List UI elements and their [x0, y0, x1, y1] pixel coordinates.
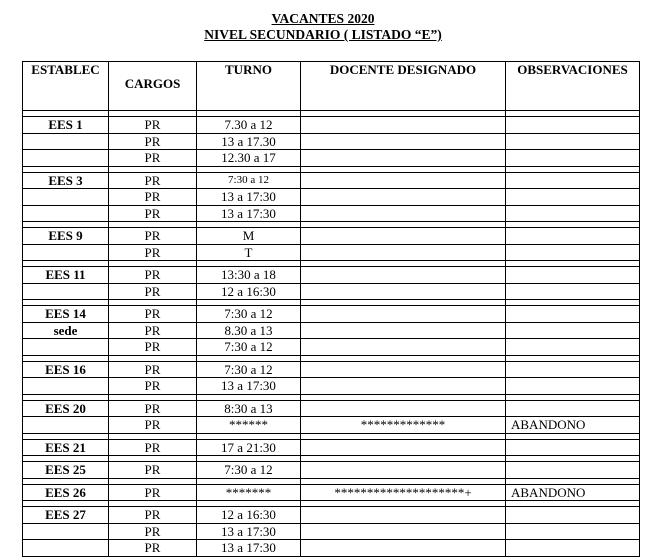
turno-cell: M — [197, 228, 301, 245]
observaciones-cell — [506, 306, 640, 323]
docente-cell — [301, 117, 506, 134]
cargo-cell: PR — [109, 322, 197, 339]
establecimiento-cell: EES 3 — [23, 172, 109, 189]
observaciones-cell — [506, 117, 640, 134]
cargo-cell: PR — [109, 117, 197, 134]
turno-cell: 13 a 17:30 — [197, 540, 301, 557]
cargo-cell: PR — [109, 267, 197, 284]
header-cargos: CARGOS — [109, 62, 197, 111]
establecimiento-cell — [23, 150, 109, 167]
establecimiento-cell: EES 25 — [23, 462, 109, 479]
establecimiento-cell — [23, 244, 109, 261]
cargo-cell: PR — [109, 400, 197, 417]
turno-cell: 7:30 a 12 — [197, 306, 301, 323]
turno-cell: 7:30 a 12 — [197, 361, 301, 378]
turno-cell: T — [197, 244, 301, 261]
establecimiento-cell: EES 14 — [23, 306, 109, 323]
turno-cell: 7.30 a 12 — [197, 117, 301, 134]
turno-cell: 7:30 a 12 — [197, 172, 301, 189]
turno-cell: 13 a 17.30 — [197, 133, 301, 150]
table-row — [23, 322, 640, 339]
establecimiento-cell — [23, 133, 109, 150]
cargo-cell: PR — [109, 172, 197, 189]
table-row — [23, 244, 640, 261]
turno-cell: 12 a 16:30 — [197, 283, 301, 300]
turno-cell: 8:30 a 13 — [197, 400, 301, 417]
establecimiento-cell: EES 1 — [23, 117, 109, 134]
observaciones-cell — [506, 322, 640, 339]
header-establec: ESTABLEC — [23, 62, 109, 111]
docente-cell — [301, 133, 506, 150]
docente-cell — [301, 244, 506, 261]
table-row — [23, 462, 640, 479]
observaciones-cell — [506, 228, 640, 245]
turno-cell: 13 a 17:30 — [197, 523, 301, 540]
table-row — [23, 484, 640, 501]
establecimiento-cell: EES 20 — [23, 400, 109, 417]
cargo-cell: PR — [109, 439, 197, 456]
table-row — [23, 189, 640, 206]
observaciones-cell — [506, 462, 640, 479]
table-row — [23, 417, 640, 434]
establecimiento-cell — [23, 378, 109, 395]
docente-cell — [301, 189, 506, 206]
cargo-cell: PR — [109, 462, 197, 479]
turno-cell: 12 a 16:30 — [197, 507, 301, 524]
observaciones-cell — [506, 267, 640, 284]
docente-cell — [301, 150, 506, 167]
turno-cell: 17 a 21:30 — [197, 439, 301, 456]
table-row — [23, 150, 640, 167]
establecimiento-cell — [23, 189, 109, 206]
header-turno: TURNO — [197, 62, 301, 111]
observaciones-cell — [506, 540, 640, 557]
header-observaciones: OBSERVACIONES — [506, 62, 640, 111]
observaciones-cell — [506, 205, 640, 222]
cargo-cell: PR — [109, 540, 197, 557]
observaciones-cell — [506, 133, 640, 150]
establecimiento-cell — [23, 283, 109, 300]
turno-cell: 13:30 a 18 — [197, 267, 301, 284]
table-row — [23, 172, 640, 189]
table-row — [23, 378, 640, 395]
turno-cell: 12.30 a 17 — [197, 150, 301, 167]
cargo-cell: PR — [109, 205, 197, 222]
table-row — [23, 439, 640, 456]
observaciones-cell — [506, 244, 640, 261]
observaciones-cell — [506, 283, 640, 300]
establecimiento-cell — [23, 417, 109, 434]
header-docente: DOCENTE DESIGNADO — [301, 62, 506, 111]
cargo-cell: PR — [109, 378, 197, 395]
table-row — [23, 117, 640, 134]
observaciones-cell — [506, 172, 640, 189]
table-row — [23, 507, 640, 524]
table-row — [23, 205, 640, 222]
establecimiento-cell — [23, 339, 109, 356]
docente-cell — [301, 228, 506, 245]
docente-cell — [301, 205, 506, 222]
cargo-cell: PR — [109, 244, 197, 261]
establecimiento-cell — [23, 523, 109, 540]
establecimiento-cell: sede — [23, 322, 109, 339]
docente-cell — [301, 172, 506, 189]
docente-cell — [301, 339, 506, 356]
docente-cell — [301, 523, 506, 540]
docente-cell: ********************+ — [301, 484, 506, 501]
docente-cell — [301, 322, 506, 339]
document-subtitle: NIVEL SECUNDARIO ( LISTADO “E”) — [204, 27, 442, 42]
observaciones-cell — [506, 400, 640, 417]
establecimiento-cell: EES 26 — [23, 484, 109, 501]
docente-cell — [301, 306, 506, 323]
establecimiento-cell — [23, 540, 109, 557]
cargo-cell: PR — [109, 133, 197, 150]
observaciones-cell — [506, 339, 640, 356]
cargo-cell: PR — [109, 507, 197, 524]
observaciones-cell — [506, 507, 640, 524]
docente-cell — [301, 283, 506, 300]
docente-cell — [301, 540, 506, 557]
turno-cell: 7:30 a 12 — [197, 462, 301, 479]
table-row — [23, 361, 640, 378]
table-row — [23, 523, 640, 540]
cargo-cell: PR — [109, 361, 197, 378]
table-row — [23, 306, 640, 323]
observaciones-cell: ABANDONO — [506, 484, 640, 501]
table-row — [23, 400, 640, 417]
cargo-cell: PR — [109, 339, 197, 356]
docente-cell — [301, 439, 506, 456]
docente-cell: ************* — [301, 417, 506, 434]
observaciones-cell: ABANDONO — [506, 417, 640, 434]
table-row — [23, 283, 640, 300]
table-body — [23, 111, 640, 557]
turno-cell: 13 a 17:30 — [197, 189, 301, 206]
observaciones-cell — [506, 439, 640, 456]
turno-cell: ******* — [197, 484, 301, 501]
observaciones-cell — [506, 189, 640, 206]
table-row — [23, 228, 640, 245]
observaciones-cell — [506, 150, 640, 167]
table-row — [23, 133, 640, 150]
table-row — [23, 339, 640, 356]
establecimiento-cell: EES 27 — [23, 507, 109, 524]
establecimiento-cell: EES 9 — [23, 228, 109, 245]
cargo-cell: PR — [109, 150, 197, 167]
turno-cell: 7:30 a 12 — [197, 339, 301, 356]
establecimiento-cell: EES 16 — [23, 361, 109, 378]
document-title: VACANTES 2020 — [271, 11, 375, 26]
turno-cell: 13 a 17:30 — [197, 205, 301, 222]
turno-cell: 13 a 17:30 — [197, 378, 301, 395]
cargo-cell: PR — [109, 417, 197, 434]
establecimiento-cell: EES 21 — [23, 439, 109, 456]
cargo-cell: PR — [109, 283, 197, 300]
establecimiento-cell: EES 11 — [23, 267, 109, 284]
docente-cell — [301, 462, 506, 479]
observaciones-cell — [506, 378, 640, 395]
turno-cell: ****** — [197, 417, 301, 434]
table-row — [23, 540, 640, 557]
vacancies-table — [22, 61, 640, 557]
docente-cell — [301, 267, 506, 284]
table-row — [23, 267, 640, 284]
cargo-cell: PR — [109, 228, 197, 245]
turno-cell: 8.30 a 13 — [197, 322, 301, 339]
observaciones-cell — [506, 361, 640, 378]
establecimiento-cell — [23, 205, 109, 222]
docente-cell — [301, 507, 506, 524]
docente-cell — [301, 361, 506, 378]
cargo-cell: PR — [109, 306, 197, 323]
observaciones-cell — [506, 523, 640, 540]
table-header-row — [23, 62, 640, 111]
cargo-cell: PR — [109, 484, 197, 501]
docente-cell — [301, 400, 506, 417]
cargo-cell: PR — [109, 523, 197, 540]
cargo-cell: PR — [109, 189, 197, 206]
docente-cell — [301, 378, 506, 395]
